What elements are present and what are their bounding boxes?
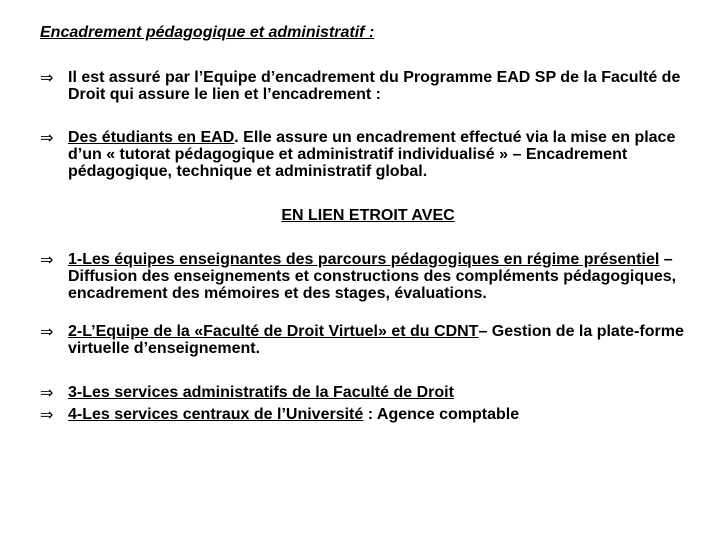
item-text [68,129,702,180]
arrow-bullet-icon: ⇒ [40,322,54,341]
item-text [68,384,702,401]
item-text: Il est assuré par l’Equipe d’encadrement du Programme EAD SP de la Faculté de Droit qui assure le lien et l’encadrement : [68,69,681,103]
item-underlined-text: 2-L’Equipe de la «Faculté de Droit Virtuel» et du CDNT [68,323,479,340]
section-title: Encadrement pédagogique et administratif : [40,24,375,41]
arrow-bullet-icon: ⇒ [40,128,54,147]
item-text [68,251,702,302]
item-underlined-text: Des étudiants en EAD [68,129,235,146]
arrow-bullet-icon: ⇒ [40,405,54,424]
list-item [40,406,702,423]
list-item [40,129,702,180]
item-text [68,406,702,423]
item-rest-text: . Elle assure un encadrement effectué via la mise en place d’un « tutorat pédagogique et administratif individualisé » – Encadrement pédagogique, technique et administratif global. [68,129,676,180]
item-text [68,323,702,357]
list-item [40,323,702,357]
arrow-bullet-icon: ⇒ [40,250,54,269]
item-underlined-text: 4-Les services centraux de l’Université [68,406,364,423]
list-item [40,384,702,401]
item-underlined-text: 1-Les équipes enseignantes des parcours pédagogiques en régime présentiel [68,251,660,268]
item-rest-text: – Diffusion des enseignements et constructions des compléments pédagogiques, encadrement des mémoires et des stages, évaluations. [68,251,677,302]
list-item [40,69,702,103]
item-underlined-text: 3-Les services administratifs de la Faculté de Droit [68,384,454,401]
arrow-bullet-icon: ⇒ [40,383,54,402]
arrow-bullet-icon: ⇒ [40,68,54,87]
item-rest-text: : Agence comptable [363,406,520,423]
center-heading: EN LIEN ETROIT AVEC [281,207,455,224]
list-item [40,251,702,302]
item-rest-text: – Gestion de la plate-forme virtuelle d’enseignement. [68,323,684,357]
